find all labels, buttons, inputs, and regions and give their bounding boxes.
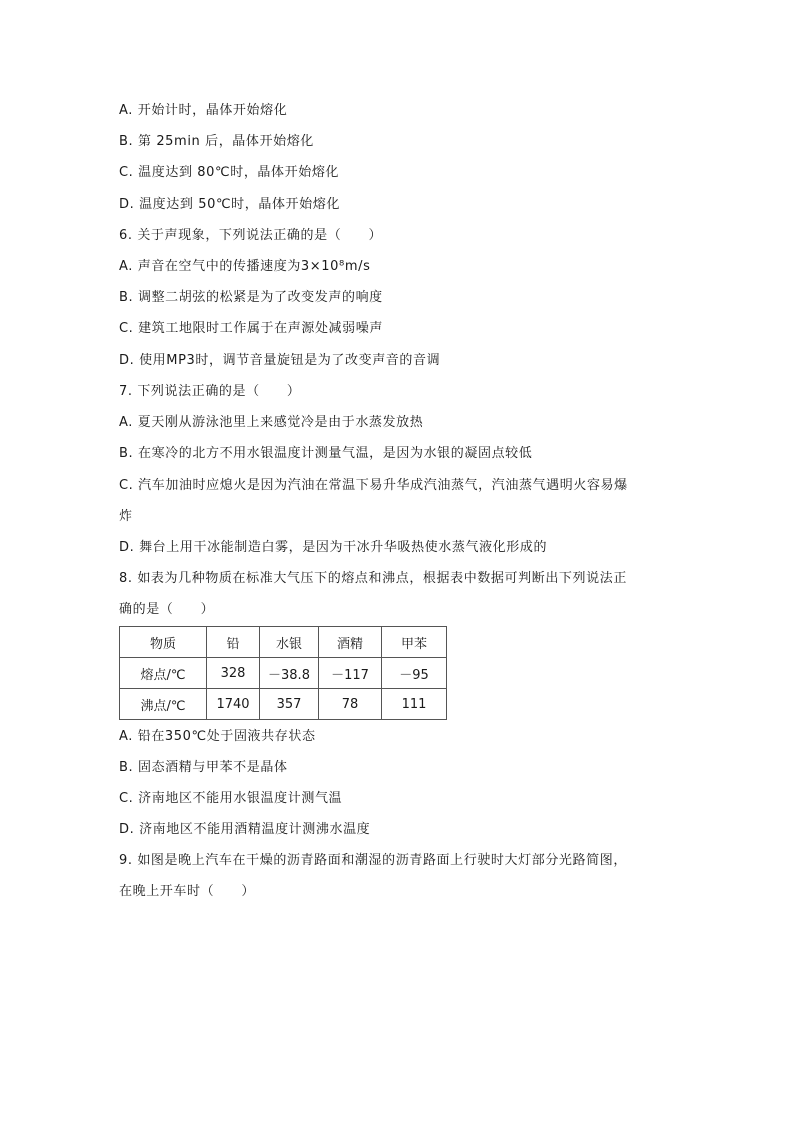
table-cell: 熔点/℃ [120,658,207,689]
melting-boiling-table [119,626,447,720]
question-9: 9. 如图是晚上汽车在干燥的沥青路面和潮湿的沥青路面上行驶时大灯部分光路简图， [119,853,627,868]
table-cell: 111 [382,689,447,720]
table-cell: 357 [260,689,319,720]
option-6d: D. 使用MP3时，调节音量旋钮是为了改变声音的音调 [119,353,441,368]
table-cell: －95 [382,658,447,689]
table-header-cell: 水银 [260,627,319,658]
table-row [120,658,447,689]
option-6b: B. 调整二胡弦的松紧是为了改变发声的响度 [119,290,383,305]
option-5c: C. 温度达到 80℃时，晶体开始熔化 [119,165,340,180]
option-8c: C. 济南地区不能用水银温度计测气温 [119,791,343,806]
option-7c-continued: 炸 [119,509,133,524]
question-6: 6. 关于声现象，下列说法正确的是（ ） [119,228,383,243]
table-header-cell: 酒精 [319,627,382,658]
table-cell: －117 [319,658,382,689]
table-cell: 78 [319,689,382,720]
table-header-cell: 铅 [207,627,260,658]
question-8-continued: 确的是（ ） [119,602,215,617]
option-5b: B. 第 25min 后，晶体开始熔化 [119,134,314,149]
option-7a: A. 夏天刚从游泳池里上来感觉冷是由于水蒸发放热 [119,415,424,430]
question-9-continued: 在晚上开车时（ ） [119,884,256,899]
question-7: 7. 下列说法正确的是（ ） [119,384,301,399]
question-8: 8. 如表为几种物质在标准大气压下的熔点和沸点，根据表中数据可判断出下列说法正 [119,571,627,586]
option-6c: C. 建筑工地限时工作属于在声源处减弱噪声 [119,321,383,336]
option-5d: D. 温度达到 50℃时，晶体开始熔化 [119,197,340,212]
option-7c: C. 汽车加油时应熄火是因为汽油在常温下易升华成汽油蒸气，汽油蒸气遇明火容易爆 [119,478,628,493]
table-cell: 沸点/℃ [120,689,207,720]
option-8b: B. 固态酒精与甲苯不是晶体 [119,760,288,775]
option-6a: A. 声音在空气中的传播速度为3×10⁸m/s [119,259,371,274]
option-5a: A. 开始计时，晶体开始熔化 [119,103,288,118]
option-8d: D. 济南地区不能用酒精温度计测沸水温度 [119,822,371,837]
table-cell: 328 [207,658,260,689]
table-header-cell: 物质 [120,627,207,658]
table-header-row [120,627,447,658]
option-7b: B. 在寒冷的北方不用水银温度计测量气温，是因为水银的凝固点较低 [119,446,533,461]
option-7d: D. 舞台上用干冰能制造白雾，是因为干冰升华吸热使水蒸气液化形成的 [119,540,548,555]
table-header-cell: 甲苯 [382,627,447,658]
table-cell: 1740 [207,689,260,720]
option-8a: A. 铅在350℃处于固液共存状态 [119,729,316,744]
table-row [120,689,447,720]
table-cell: －38.8 [260,658,319,689]
